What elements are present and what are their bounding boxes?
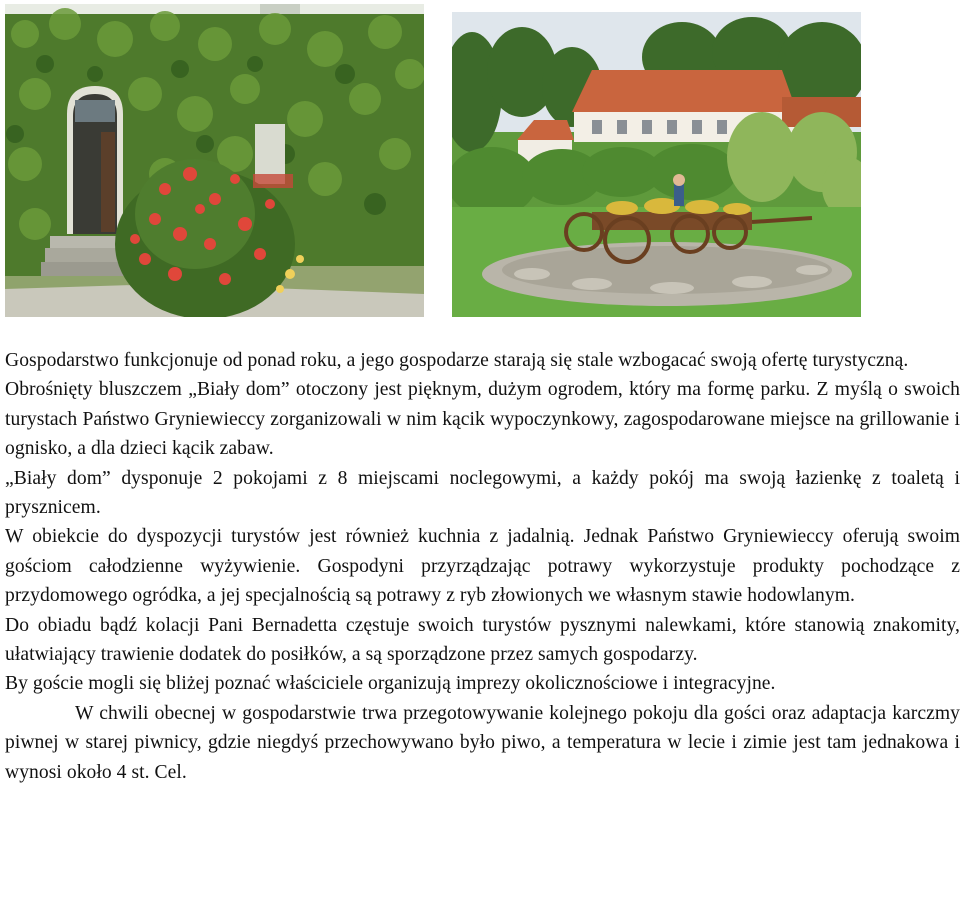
paragraph: Do obiadu bądź kolacji Pani Bernadetta częstuje swoich turystów pysznymi nalewkami, które stanowią znakomity, ułatwiający trawienie dodatek do posiłków, a są sporządzone przez samych gospodarzy.: [5, 614, 960, 666]
article-text: [5, 346, 960, 787]
ivy-house-photo-icon: [5, 4, 424, 317]
paragraph: „Biały dom” dysponuje 2 pokojami z 8 miejscami noclegowymi, a każdy pokój ma swoją łazienkę z toaletą i prysznicem.: [5, 467, 960, 519]
paragraph: Obrośnięty bluszczem „Biały dom” otoczony jest pięknym, dużym ogrodem, który ma formę parku. Z myślą o swoich turystach Państwo Gryniewieccy zorganizowali w nim kącik wypoczynkowy, zagospodarowane miejsce na grillowanie i ognisko, a dla dzieci kącik zabaw.: [5, 379, 960, 460]
paragraph: W obiekcie do dyspozycji turystów jest również kuchnia z jadalnią. Jednak Państwo Gryniewieccy oferują swoim gościom całodzienne wyżywienie. Gospodyni przyrządzając potrawy wykorzystuje produkty pochodzące z przydomowego ogródka, a jej specjalnością są potrawy z ryb złowionych we własnym stawie hodowlanym.: [5, 526, 960, 607]
garden-cart-photo-icon: [452, 12, 861, 317]
ivy-house-photo: [5, 4, 424, 317]
paragraph: Gospodarstwo funkcjonuje od ponad roku, a jego gospodarze starają się stale wzbogacać swoją ofertę turystyczną.: [5, 350, 909, 371]
garden-cart-photo: [452, 12, 861, 317]
paragraph: By goście mogli się bliżej poznać właściciele organizują imprezy okolicznościowe i integracyjne.: [5, 673, 776, 695]
paragraph: W chwili obecnej w gospodarstwie trwa przegotowywanie kolejnego pokoju dla gości oraz adaptacja karczmy piwnej w starej piwnicy, gdzie niegdyś przechowywano było piwo, a temperatura w lecie i zimie jest tam jednakowa i wynosi około 4 st. Cel.: [5, 702, 960, 783]
